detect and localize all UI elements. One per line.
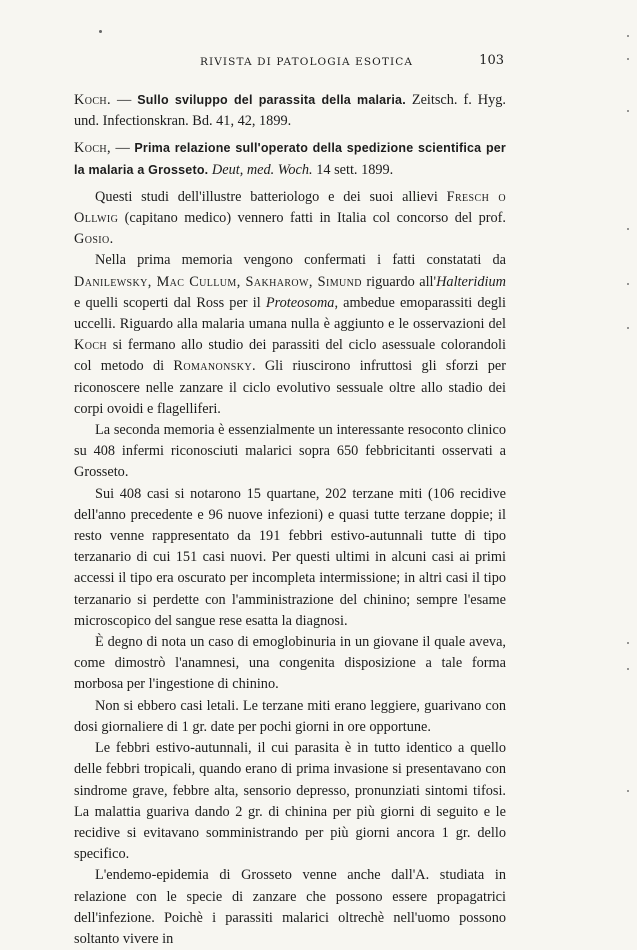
text: riguardo all' <box>361 273 437 290</box>
text: Nella prima memoria vengono confermati i fatti constatati da <box>95 252 506 269</box>
scan-speck <box>627 642 629 644</box>
reference-dash: — <box>111 92 138 108</box>
paragraph: La seconda memoria è essenzialmente un interessante resoconto clinico su 408 infermi riconosciuti malarici sopra 650 febbricitanti osservati a Grosseto. <box>74 422 506 481</box>
reference-entry <box>74 90 506 132</box>
text: . Gli riuscirono infruttosi gli sforzi per riconoscere nelle zanzare il ciclo evolutivo sessuale oltre allo stadio dei corpi ovoidi e flagelliferi. <box>74 358 506 417</box>
scan-speck <box>627 790 629 792</box>
paragraph: Non si ebbero casi letali. Le terzane miti erano leggiere, guarivano con dosi giornaliere di 1 gr. date per pochi giorni in ore opportune. <box>74 697 506 735</box>
text: e quelli scoperti dal Ross per il <box>74 294 266 311</box>
scan-speck <box>627 668 629 670</box>
scan-speck <box>627 228 629 230</box>
scan-speck <box>627 35 629 37</box>
person-name: Gosio <box>74 231 110 248</box>
article-body <box>74 90 506 950</box>
paragraph: È degno di nota un caso di emoglobinuria in un giovane il quale aveva, come dimostrò l'anamnesi, una congenita disposizione a tale forma morbosa per l'ingestione di chinino. <box>74 634 506 693</box>
scan-speck <box>627 58 629 60</box>
text: (capitano medico) vennero fatti in Italia col concorso del prof. <box>118 210 506 227</box>
genus-name: Halteridium <box>436 273 506 290</box>
paragraph: Le febbri estivo-autunnali, il cui parasita è in tutto identico a quello delle febbri tropicali, quando erano di prima invasione si presentavano con sindrome grave, febbre alta, sensorio depresso, pronunziati sintomi tifosi. La malattia guariva dando 2 gr. di chinina per più giorni di seguito e le recidive si evitavano somministrando per più giorni ancora 1 gr. dello specifico. <box>74 740 506 863</box>
scan-speck <box>627 327 629 329</box>
paragraph <box>74 187 506 251</box>
text: si fermano allo studio dei parassiti del ciclo asessuale colorandoli col metodo di <box>74 337 506 375</box>
paragraph <box>74 250 506 420</box>
text: . <box>109 231 114 248</box>
reference-entry <box>74 138 506 180</box>
text: , ambedue emoparassiti degli uccelli. Riguardo alla malaria umana nulla è aggiunto e le osservazioni del <box>74 294 506 333</box>
reference-source: Zeitsch. f. Hyg. und. Infectionskran. Bd. 41, 42, 1899. <box>74 92 506 130</box>
paragraph: L'endemo-epidemia di Grosseto venne anche dall'A. studiata in relazione con le specie di zanzare che possono essere propagatrici dell'infezione. Poichè i parassiti malarici oltrechè nell'uomo possono soltanto vivere in <box>74 867 506 947</box>
running-title: RIVISTA DI PATOLOGIA ESOTICA <box>200 56 414 68</box>
page-number: 103 <box>479 53 504 68</box>
reference-author: Koch, <box>74 140 112 157</box>
reference-journal: Deut, med. Woch. <box>208 161 313 178</box>
person-name: Koch <box>74 337 108 354</box>
scan-speck <box>627 283 629 285</box>
reference-title: Prima relazione sull'operato della spedizione scientifica per la malaria a Grosseto. <box>74 141 506 177</box>
paragraph: Sui 408 casi si notarono 15 quartane, 202 terzane miti (106 recidive dell'anno precedente e 96 nuove infezioni) e quasi tutte terzane doppie; il resto venne rappresentato da 191 febbri estivo-autunnali tutte di tipo terzanario di cui 151 casi nuovi. Per questi ultimi in alcuni casi ai primi accessi il tipo era oscurato per incompleta intermissione; in altri casi il tipo terzanario si perdette con l'amministrazione del chinino; sempre l'esame microscopico del sangue rese esatta la diagnosi. <box>74 485 506 629</box>
scan-speck <box>627 110 629 112</box>
scan-edge-marks <box>627 0 637 900</box>
person-names: Fresch o Ollwig <box>74 188 506 227</box>
reference-dash: — <box>111 140 135 157</box>
text: Questi studi dell'illustre batteriologo e dei suoi allievi <box>95 188 447 205</box>
person-name: Romanonsky <box>173 358 252 375</box>
reference-source: 14 sett. 1899. <box>312 161 394 178</box>
genus-name: Proteosoma <box>265 294 335 311</box>
reference-title: Sullo sviluppo del parassita della malaria. <box>137 93 406 107</box>
person-names: Danilewsky, Mac Cullum, Sakharow, Simund <box>74 273 362 290</box>
reference-author: Koch. <box>74 92 112 108</box>
page-speck <box>99 30 102 33</box>
